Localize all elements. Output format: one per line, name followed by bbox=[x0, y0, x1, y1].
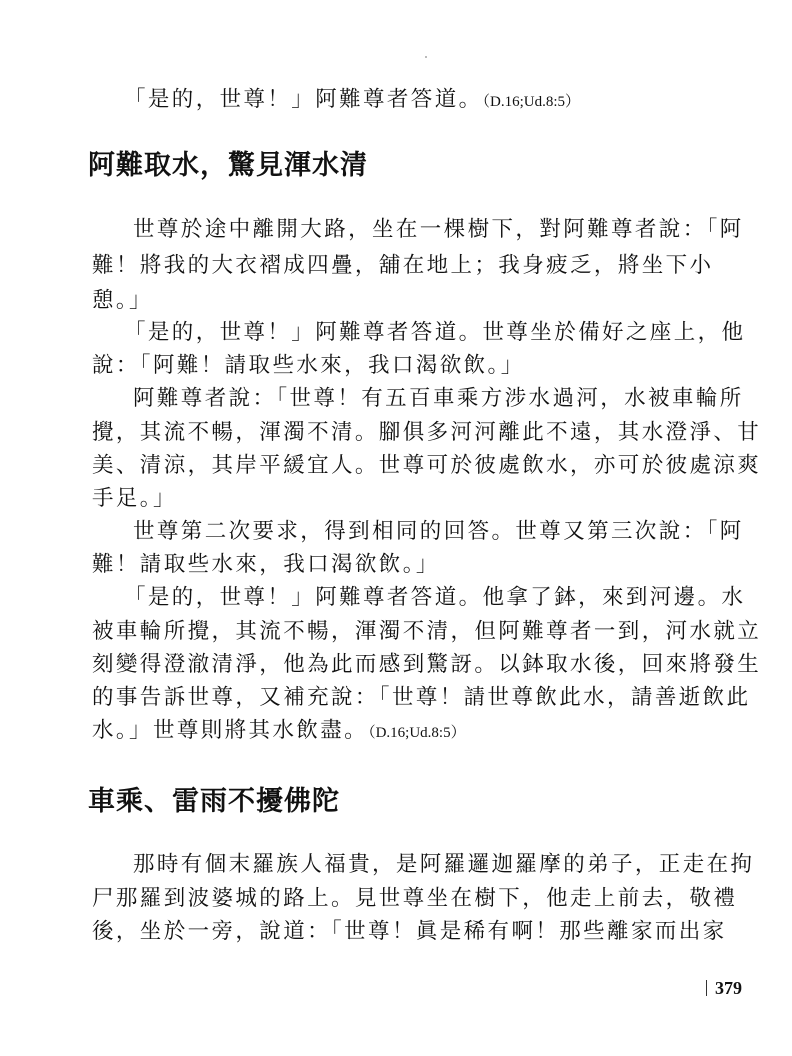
paragraph-line: 世尊於途中離開大路，坐在一棵樹下，對阿難尊者說：「阿 bbox=[133, 217, 744, 242]
paragraph-line: 那時有個末羅族人福貴，是阿羅邏迦羅摩的弟子，正走在拘 bbox=[133, 852, 755, 877]
paragraph-line: 刻變得澄澈清淨，他為此而感到驚訝。以鉢取水後，回來將發生 bbox=[92, 652, 762, 677]
paragraph-line: 憩。」 bbox=[92, 288, 153, 313]
scan-speck bbox=[425, 56, 427, 58]
section-heading: 阿難取水，驚見渾水清 bbox=[88, 150, 368, 181]
citation-reference: （D.16;Ud.8:5） bbox=[482, 94, 581, 110]
paragraph-line: 尸那羅到波婆城的路上。見世尊坐在樹下，他走上前去，敬禮 bbox=[92, 886, 738, 911]
paragraph-line: 難！將我的大衣褶成四疊，舖在地上；我身疲乏，將坐下小 bbox=[92, 253, 714, 278]
paragraph-line: 後，坐於一旁，說道：「世尊！眞是稀有啊！那些離家而出家 bbox=[92, 919, 727, 944]
paragraph-line: 難！請取些水來，我口渴欲飲。」 bbox=[92, 552, 440, 577]
paragraph-line: 「是的，世尊！」阿難尊者答道。世尊坐於備好之座上，他 bbox=[124, 320, 746, 345]
page-number bbox=[706, 978, 742, 999]
paragraph-line: 被車輪所攪，其流不暢，渾濁不清，但阿難尊者一到，河水就立 bbox=[92, 619, 762, 644]
paragraph-line: 世尊第二次要求，得到相同的回答。世尊又第三次說：「阿 bbox=[133, 519, 744, 544]
folio-divider bbox=[706, 980, 707, 996]
paragraph-line: 手足。」 bbox=[92, 486, 177, 511]
paragraph-line: 「是的，世尊！」阿難尊者答道。（D.16;Ud.8:5） bbox=[124, 87, 581, 112]
paragraph-line: 攪，其流不暢，渾濁不清。腳俱多河河離此不遠，其水澄淨、甘 bbox=[92, 420, 762, 445]
paragraph-line: 美、清涼，其岸平緩宜人。世尊可於彼處飲水，亦可於彼處涼爽 bbox=[92, 453, 762, 478]
section-heading: 車乘、雷雨不擾佛陀 bbox=[88, 786, 340, 817]
paragraph-line: 「是的，世尊！」阿難尊者答道。他拿了鉢，來到河邊。水 bbox=[124, 585, 746, 610]
page-number-text: 379 bbox=[715, 978, 742, 998]
paragraph-line: 說：「阿難！請取些水來，我口渴欲飲。」 bbox=[92, 353, 525, 378]
paragraph-line: 的事告訴世尊，又補充說：「世尊！請世尊飲此水，請善逝飲此 bbox=[92, 685, 751, 710]
citation-reference: （D.16;Ud.8:5） bbox=[368, 725, 466, 741]
paragraph-line: 水。」世尊則將其水飲盡。（D.16;Ud.8:5） bbox=[92, 718, 466, 743]
paragraph-line: 阿難尊者說：「世尊！有五百車乘方涉水過河，水被車輪所 bbox=[133, 386, 744, 411]
